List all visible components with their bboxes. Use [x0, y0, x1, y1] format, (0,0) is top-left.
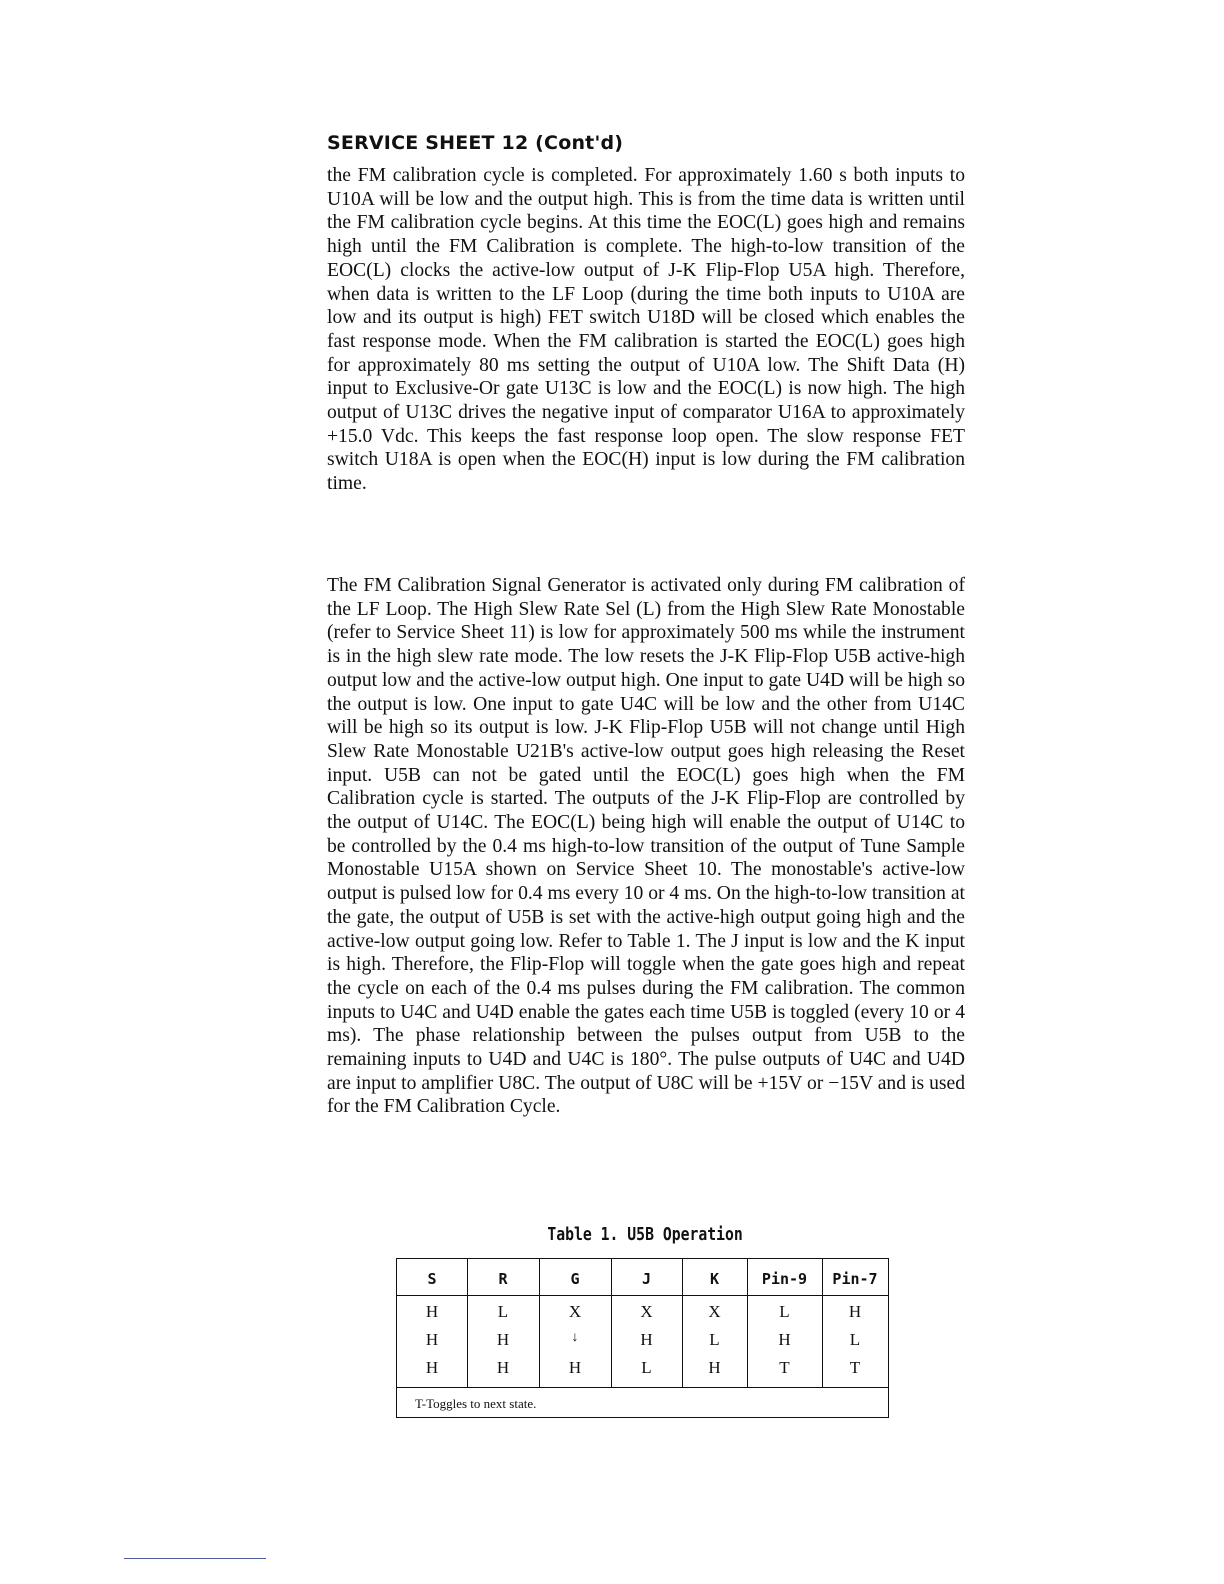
table-grid: [397, 1259, 888, 1387]
table-cell: H: [708, 1358, 721, 1377]
footnote-rule: [124, 1558, 266, 1559]
table-cell: X: [708, 1302, 721, 1321]
table-caption: Table 1. U5B Operation: [547, 1224, 743, 1245]
table-cell: H: [848, 1302, 862, 1321]
table-cell: H: [496, 1358, 510, 1377]
table-cell: L: [709, 1330, 720, 1349]
table-cell: H: [640, 1330, 653, 1349]
table-cell: L: [779, 1302, 790, 1321]
table-cell: T: [779, 1358, 790, 1377]
table-cell: H: [425, 1358, 439, 1377]
paragraph-1: the FM calibration cycle is completed. For approximately 1.60 s both inputs to U10A will be low and the output high. This is from the time data is written until the FM calibration cycle begins. At this time the EOC(L) goes high and remains high until the FM Calibration is complete. The high-to-low transition of the EOC(L) clocks the active-low output of J-K Flip-Flop U5A high. Therefore, when data is written to the LF Loop (during the time both inputs to U10A are low and its output is high) FET switch U18D will be closed which enables the fast response mode. When the FM calibration is started the EOC(L) goes high for approximately 80 ms setting the output of U10A low. The Shift Data (H) input to Exclusive-Or gate U13C is low and the EOC(L) is now high. The high output of U13C drives the negative input of comparator U16A to approximately +15.0 Vdc. This keeps the fast response loop open. The slow response FET switch U18A is open when the EOC(H) input is low during the FM calibration time.: [327, 165, 965, 495]
header-k: K: [709, 1270, 720, 1288]
table-cell: H: [496, 1330, 510, 1349]
table-cell: H: [425, 1302, 439, 1321]
table-cell: X: [568, 1302, 582, 1321]
header-pin7: Pin-7: [832, 1270, 878, 1288]
table-note: T-Toggles to next state.: [415, 1396, 537, 1411]
u5b-operation-table: [396, 1258, 889, 1418]
table-cell: T: [849, 1358, 861, 1377]
table-cell: H: [568, 1358, 582, 1377]
header-pin9: Pin-9: [761, 1270, 808, 1288]
table-cell: H: [425, 1330, 439, 1349]
table-cell: L: [641, 1358, 652, 1377]
section-heading: SERVICE SHEET 12 (Cont'd): [327, 132, 624, 154]
header-s: S: [427, 1270, 437, 1288]
header-r: R: [498, 1270, 508, 1288]
table-cell: X: [640, 1302, 653, 1321]
paragraph-2: The FM Calibration Signal Generator is activated only during FM calibration of the LF Loop. The High Slew Rate Sel (L) from the High Slew Rate Monostable (refer to Service Sheet 11) is low for approximately 500 ms while the instrument is in the high slew rate mode. The low resets the J-K Flip-Flop U5B active-high output low and the active-low output high. One input to gate U4D will be high so the output is low. One input to gate U4C will be low and the other from U14C will be high so its output is low. J-K Flip-Flop U5B will not change until High Slew Rate Monostable U21B's active-low output goes high releasing the Reset input. U5B can not be gated until the EOC(L) goes high when the FM Calibration cycle is started. The outputs of the J-K Flip-Flop are controlled by the output of U14C. The EOC(L) being high will enable the output of U14C to be controlled by the 0.4 ms high-to-low transition of the output of Tune Sample Monostable U15A shown on Service Sheet 10. The monostable's active-low output is pulsed low for 0.4 ms every 10 or 4 ms. On the high-to-low transition at the gate, the output of U5B is set with the active-high output going high and the active-low output going low. Refer to Table 1. The J input is low and the K input is high. Therefore, the Flip-Flop will toggle when the gate goes high and repeat the cycle on each of the 0.4 ms pulses during the FM calibration. The common inputs to U4C and U4D enable the gates each time U5B is toggled (every 10 or 4 ms). The phase relationship between the pulses output from U5B to the remaining inputs to U4D and U4C is 180°. The pulse outputs of U4C and U4D are input to amplifier U8C. The output of U8C will be +15V or −15V and is used for the FM Calibration Cycle.: [327, 575, 965, 1118]
header-g: G: [570, 1270, 580, 1288]
table-cell: ↓: [571, 1330, 579, 1345]
table-cell: H: [778, 1330, 791, 1349]
header-j: J: [641, 1270, 652, 1288]
table-cell: L: [497, 1302, 509, 1321]
table-cell: L: [849, 1330, 861, 1349]
